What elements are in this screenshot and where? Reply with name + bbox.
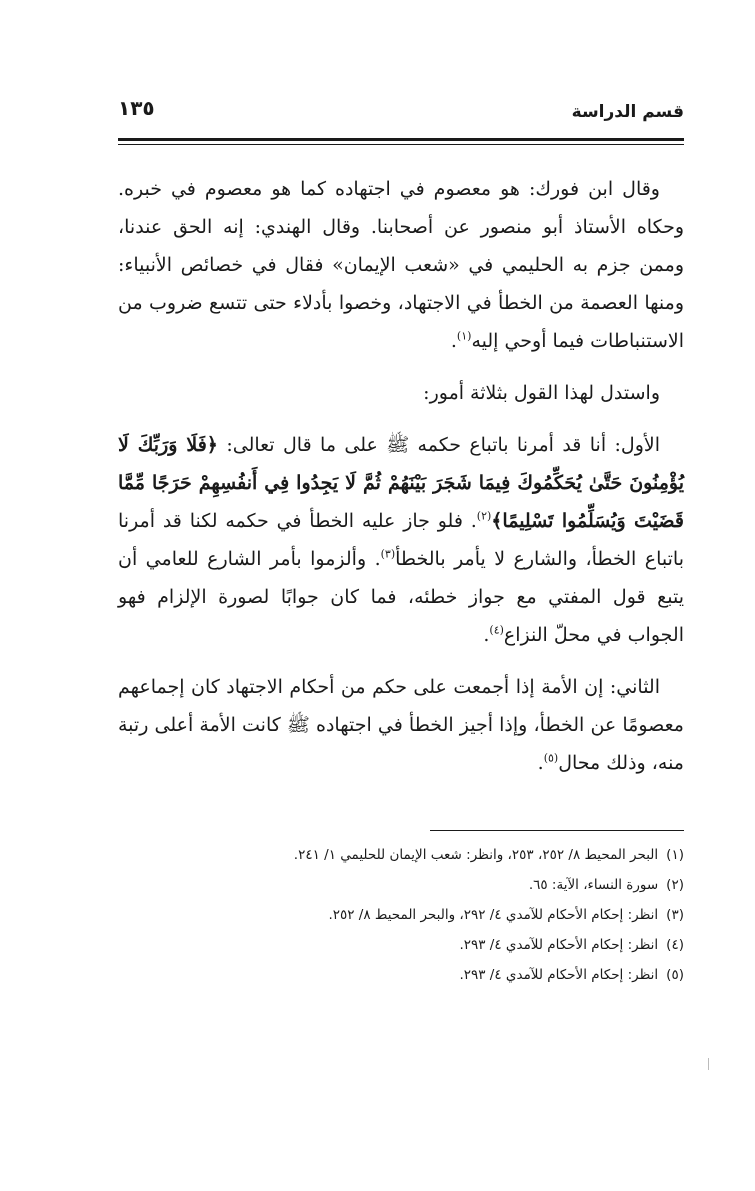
text-segment: واستدل لهذا القول بثلاثة أمور:	[423, 382, 660, 404]
paragraph-3	[118, 426, 684, 654]
quran-verse: ﴿فَلَا وَرَبِّكَ لَا يُؤْمِنُونَ حَتَّىٰ يُحَكِّمُوكَ فِيمَا شَجَرَ بَيْنَهُمْ ثُمَّ لَا يَجِدُوا فِي أَنفُسِهِمْ حَرَجًا مِّمَّا قَضَيْتَ وَيُسَلِّمُوا تَسْلِيمًا﴾	[118, 434, 684, 532]
text-segment: .	[537, 752, 544, 774]
footnote-text: انظر: إحكام الأحكام للآمدي ٤/ ٢٩٢، والبحر المحيط ٨/ ٢٥٢.	[328, 907, 659, 923]
page-header	[118, 96, 684, 136]
text-segment: . وألزموا بأمر الشارع للعامي أن يتبع قول المفتي مع جواز خطئه، فما كان جوابًا لصورة الإلزام فهو الجواب في محلّ النزاع	[118, 548, 684, 646]
footnote-ref: (٢)	[476, 509, 492, 523]
text-segment: .	[450, 330, 457, 352]
footnotes	[118, 840, 684, 990]
page-number: ١٣٥	[118, 96, 155, 120]
text-segment: .	[483, 624, 490, 646]
running-title: قسم الدراسة	[571, 102, 684, 122]
footnote-separator	[430, 830, 684, 831]
footnote-number: (٣)	[666, 907, 684, 923]
main-text	[118, 170, 684, 796]
footnote-1	[118, 840, 684, 870]
footnote-ref: (٥)	[543, 751, 559, 765]
header-rule	[118, 138, 684, 141]
text-segment: الثاني: إن الأمة إذا أجمعت على حكم من أحكام الاجتهاد كان إجماعهم معصومًا عن الخطأ، وإذا أجيز الخطأ في اجتهاده ﷺ كانت الأمة أعلى رتبة منه، وذلك محال	[118, 676, 684, 774]
text-segment: الأول: أنا قد أمرنا باتباع حكمه ﷺ على ما قال تعالى:	[217, 434, 660, 456]
footnote-ref: (٤)	[489, 623, 504, 637]
footnote-4	[118, 930, 684, 960]
scan-mark	[708, 1058, 709, 1070]
footnote-text: البحر المحيط ٨/ ٢٥٢، ٢٥٣، وانظر: شعب الإيمان للحليمي ١/ ٢٤١.	[293, 847, 659, 863]
footnote-3	[118, 900, 684, 930]
paragraph-2	[118, 374, 684, 412]
footnote-2	[118, 870, 684, 900]
footnote-number: (٥)	[666, 967, 684, 983]
footnote-5	[118, 960, 684, 990]
footnote-ref: (١)	[456, 329, 472, 343]
footnote-text: انظر: إحكام الأحكام للآمدي ٤/ ٢٩٣.	[459, 937, 659, 953]
text-segment: . فلو جاز عليه الخطأ في حكمه لكنا قد أمرنا باتباع الخطأ، والشارع لا يأمر بالخطأ	[118, 510, 684, 570]
header-rule-thin	[118, 144, 684, 145]
footnote-text: سورة النساء، الآية: ٦٥.	[528, 877, 659, 893]
footnote-number: (٤)	[666, 937, 684, 953]
paragraph-1	[118, 170, 684, 360]
paragraph-4	[118, 668, 684, 782]
footnote-number: (٢)	[666, 877, 684, 893]
text-segment: وقال ابن فورك: هو معصوم في اجتهاده كما هو معصوم في خبره. وحكاه الأستاذ أبو منصور عن أصحابنا. وقال الهندي: إنه الحق عندنا، وممن جزم به الحليمي في «شعب الإيمان» فقال في خصائص الأنبياء: ومنها العصمة من الخطأ في الاجتهاد، وخصوا بأدلاء حتى تتسع ضروب من الاستنباطات فيما أوحي إليه	[118, 178, 684, 352]
footnote-ref: (٣)	[380, 547, 396, 561]
footnote-number: (١)	[666, 847, 684, 863]
footnote-text: انظر: إحكام الأحكام للآمدي ٤/ ٢٩٣.	[459, 967, 659, 983]
